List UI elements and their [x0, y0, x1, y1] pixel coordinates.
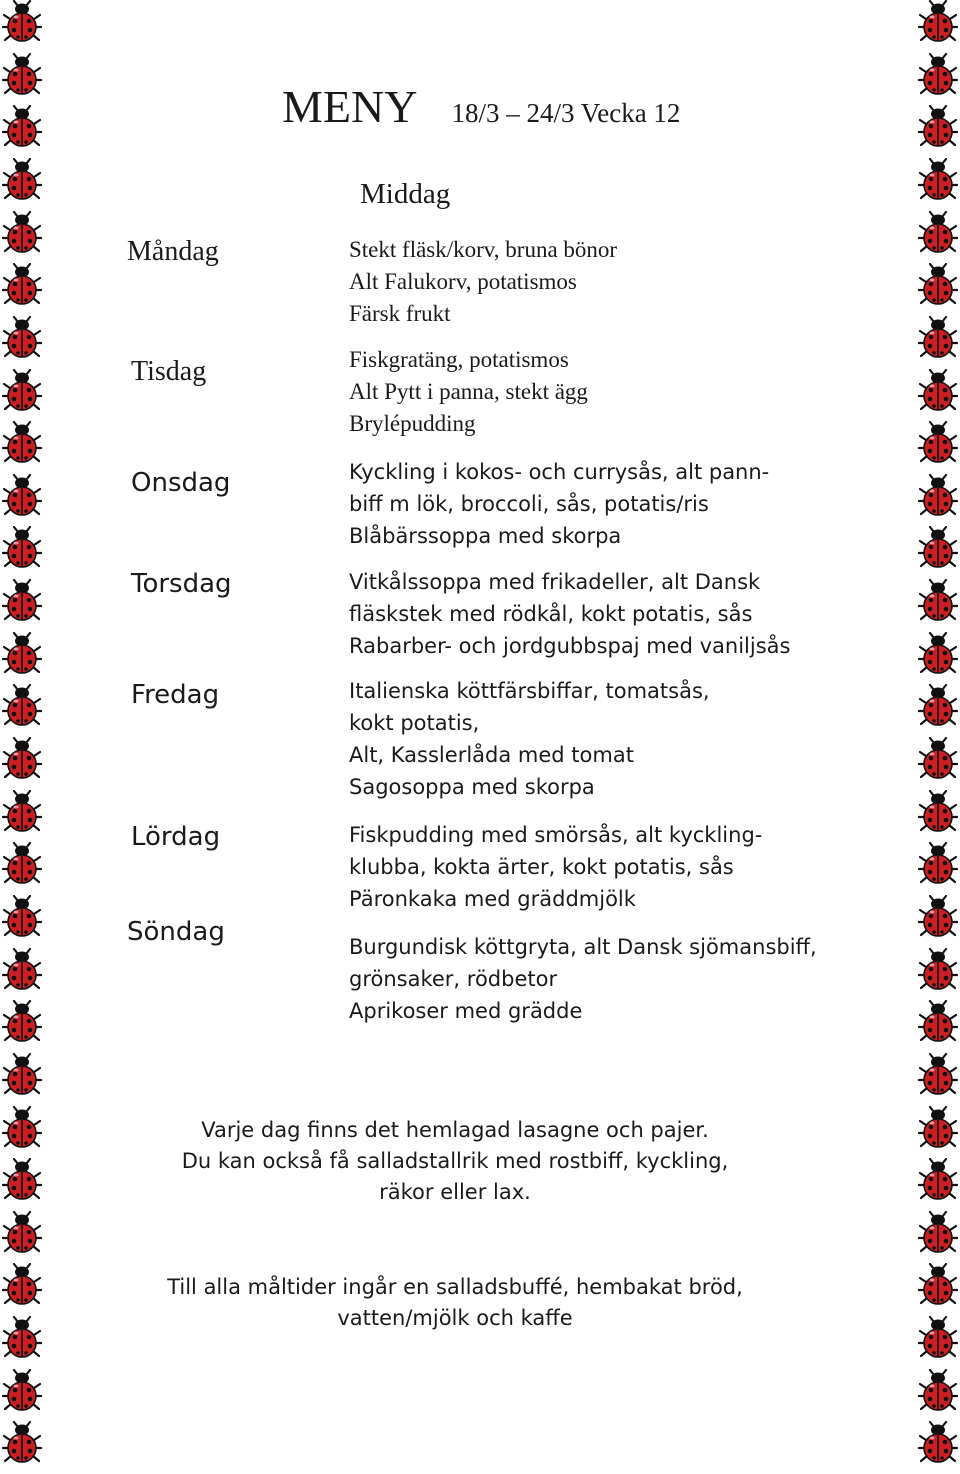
note-line: Varje dag finns det hemlagad lasagne och pajer.: [201, 1118, 709, 1142]
ladybug-icon: [918, 263, 958, 307]
ladybug-icon: [918, 1053, 958, 1097]
ladybug-icon: [2, 0, 42, 44]
ladybug-icon: [2, 158, 42, 202]
ladybug-icon: [2, 632, 42, 676]
dish-monday: [349, 234, 617, 330]
day-sunday: Söndag: [127, 917, 225, 947]
menu-title: MENY: [282, 81, 418, 132]
dish-line: kokt potatis,: [349, 711, 480, 735]
ladybug-icon: [918, 316, 958, 360]
ladybug-icon: [918, 526, 958, 570]
ladybug-icon: [918, 158, 958, 202]
ladybug-icon: [918, 1106, 958, 1150]
ladybug-icon: [918, 737, 958, 781]
day-tuesday: Tisdag: [131, 356, 207, 387]
ladybug-icon: [918, 0, 958, 44]
day-friday: Fredag: [131, 680, 220, 710]
dish-line: biff m lök, broccoli, sås, potatis/ris: [349, 492, 709, 516]
ladybug-icon: [2, 1211, 42, 1255]
dish-line: fläskstek med rödkål, kokt potatis, sås: [349, 602, 753, 626]
included-items-note: [0, 1272, 910, 1334]
page-title: [282, 80, 680, 133]
ladybug-icon: [2, 737, 42, 781]
ladybug-icon: [918, 369, 958, 413]
day-thursday: Torsdag: [131, 569, 232, 599]
ladybug-icon: [918, 1158, 958, 1202]
ladybug-icon: [918, 1369, 958, 1413]
ladybug-icon: [918, 948, 958, 992]
note-line: räkor eller lax.: [379, 1180, 531, 1204]
ladybug-icon: [2, 316, 42, 360]
ladybug-icon: [2, 790, 42, 834]
ladybug-icon: [2, 842, 42, 886]
dish-tuesday: [349, 344, 588, 440]
note-line: vatten/mjölk och kaffe: [337, 1306, 573, 1330]
dish-line: Alt Pytt i panna, stekt ägg: [349, 379, 588, 404]
ladybug-icon: [918, 1000, 958, 1044]
ladybug-icon: [2, 684, 42, 728]
ladybug-icon: [918, 1211, 958, 1255]
ladybug-icon: [2, 579, 42, 623]
ladybug-icon: [918, 895, 958, 939]
week-range: 18/3 – 24/3 Vecka 12: [451, 98, 681, 128]
ladybug-icon: [2, 1369, 42, 1413]
dish-line: Stekt fläsk/korv, bruna bönor: [349, 237, 618, 262]
dish-saturday: [349, 819, 762, 915]
ladybug-icon: [918, 211, 958, 255]
dish-line: Fiskpudding med smörsås, alt kyckling-: [349, 823, 763, 847]
ladybug-icon: [918, 579, 958, 623]
dish-line: Alt Falukorv, potatismos: [349, 269, 577, 294]
ladybug-icon: [918, 474, 958, 518]
ladybug-icon: [918, 53, 958, 97]
ladybug-icon: [918, 842, 958, 886]
ladybug-icon: [2, 53, 42, 97]
ladybug-icon: [918, 1263, 958, 1307]
ladybug-icon: [2, 948, 42, 992]
dish-line: Rabarber- och jordgubbspaj med vaniljsås: [349, 634, 791, 658]
ladybug-icon: [918, 632, 958, 676]
left-ladybug-border: [0, 0, 44, 1474]
right-ladybug-border: [916, 0, 960, 1474]
dish-line: Vitkålssoppa med frikadeller, alt Dansk: [349, 570, 761, 594]
day-saturday: Lördag: [131, 822, 221, 852]
ladybug-icon: [918, 421, 958, 465]
ladybug-icon: [2, 211, 42, 255]
ladybug-icon: [2, 1053, 42, 1097]
ladybug-icon: [918, 1421, 958, 1465]
daily-extras-note: [0, 1115, 910, 1208]
dish-sunday: [349, 931, 817, 1027]
ladybug-icon: [918, 1316, 958, 1360]
day-monday: Måndag: [127, 236, 219, 267]
dish-line: Alt, Kasslerlåda med tomat: [349, 743, 634, 767]
dish-thursday: [349, 566, 790, 662]
dish-line: Fiskgratäng, potatismos: [349, 347, 569, 372]
ladybug-icon: [918, 790, 958, 834]
note-line: Till alla måltider ingår en salladsbuffé, hembakat bröd,: [167, 1275, 743, 1299]
ladybug-icon: [2, 421, 42, 465]
ladybug-icon: [2, 526, 42, 570]
dish-line: klubba, kokta ärter, kokt potatis, sås: [349, 855, 734, 879]
ladybug-icon: [2, 474, 42, 518]
column-heading: Middag: [360, 178, 451, 210]
dish-wednesday: [349, 456, 769, 552]
dish-line: Blåbärssoppa med skorpa: [349, 524, 622, 548]
dish-line: Brylépudding: [349, 411, 476, 436]
note-line: Du kan också få salladstallrik med rostbiff, kyckling,: [181, 1149, 729, 1173]
dish-line: Burgundisk köttgryta, alt Dansk sjömansbiff,: [349, 935, 817, 959]
ladybug-icon: [2, 263, 42, 307]
ladybug-icon: [2, 1000, 42, 1044]
day-wednesday: Onsdag: [131, 468, 231, 498]
ladybug-icon: [2, 895, 42, 939]
dish-line: Aprikoser med grädde: [349, 999, 583, 1023]
ladybug-icon: [2, 369, 42, 413]
dish-friday: [349, 675, 710, 803]
dish-line: Päronkaka med gräddmjölk: [349, 887, 636, 911]
dish-line: Färsk frukt: [349, 301, 451, 326]
dish-line: Kyckling i kokos- och currysås, alt pann-: [349, 460, 770, 484]
dish-line: Sagosoppa med skorpa: [349, 775, 595, 799]
ladybug-icon: [918, 105, 958, 149]
dish-line: grönsaker, rödbetor: [349, 967, 558, 991]
ladybug-icon: [2, 1421, 42, 1465]
ladybug-icon: [2, 105, 42, 149]
ladybug-icon: [918, 684, 958, 728]
dish-line: Italienska köttfärsbiffar, tomatsås,: [349, 679, 710, 703]
